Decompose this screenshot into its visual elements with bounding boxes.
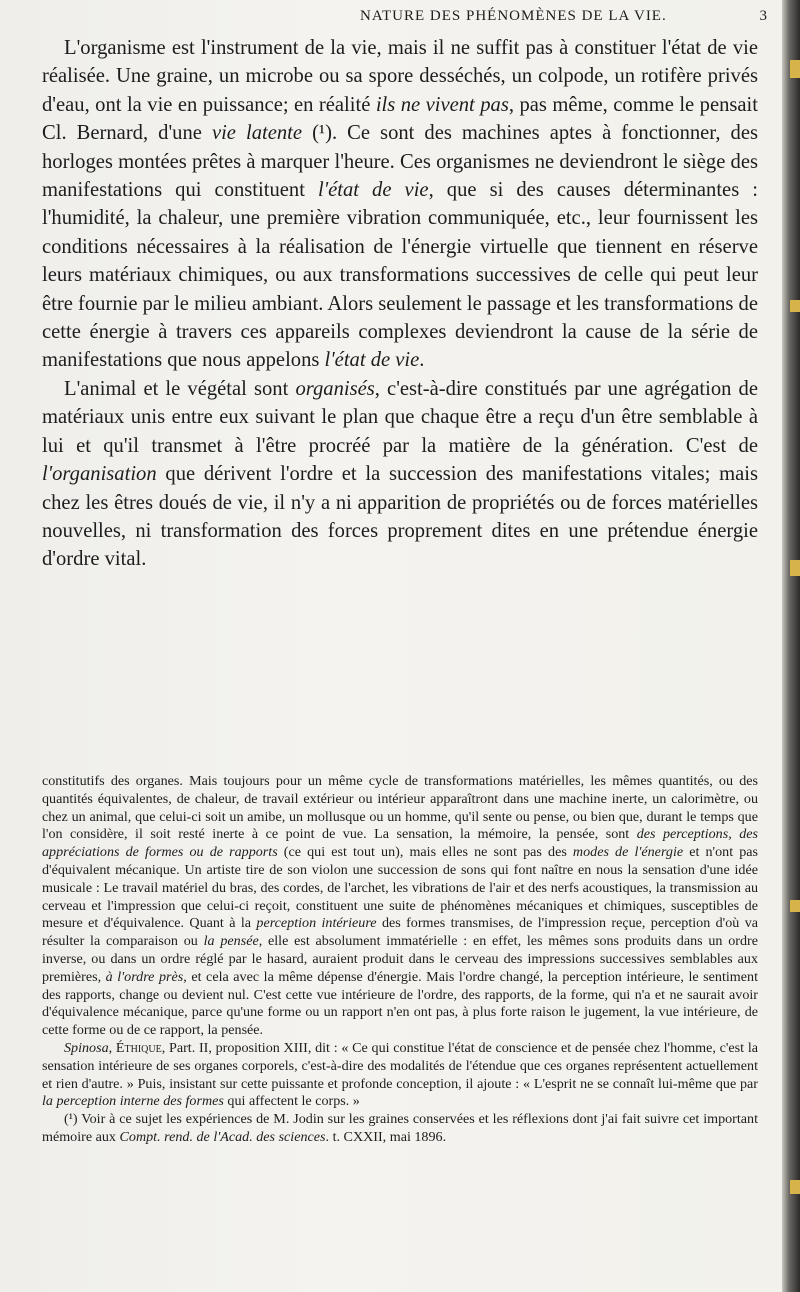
text-run: , <box>108 1039 116 1056</box>
italic-run: l'état de vie <box>317 179 429 202</box>
italic-run: à l'ordre près <box>105 968 184 985</box>
italic-run: Spinosa <box>64 1039 109 1056</box>
italic-run: perception intérieure <box>256 915 377 932</box>
footnote-continuation <box>42 773 758 1040</box>
text-run: (¹). Ce sont des machines aptes à fonctionner, des horloges montées prêtes à marquer l'heure. Ces organismes ne deviendront le siège des manifestations qui constituent <box>42 122 758 202</box>
footnote-spinosa <box>42 1040 758 1111</box>
text-run: (ce qui est tout un), mais elles ne sont pas des <box>277 844 573 861</box>
text-run: (¹) Voir à ce sujet les expériences de M. Jodin sur les graines conservées et les réflexions dont j'ai fait suivre cet important mémoire aux <box>42 1111 758 1145</box>
text-run: L'organisme est l'instrument de la vie, mais il ne suffit pas à constituer l'état de vie réalisée. Une graine, un microbe ou sa spore desséchés, un colpode, un rotifère privés d'eau, ont la vie en puissance; en réalité <box>42 37 758 116</box>
italic-run: Compt. rend. de l'Acad. des sciences <box>119 1128 326 1145</box>
text-run: , c'est-à-dire constitués par une agrégation de matériaux unis entre eux suivant le plan que chaque être a reçu d'un être semblable à lui et qu'il transmet à l'être procréé par la matière de la génération. C'est de <box>42 377 758 457</box>
italic-run: ils ne vivent pas <box>375 93 509 116</box>
text-run: , Part. II, proposition XIII, dit : « Ce qui constitue l'état de conscience et de pensée chez l'homme, c'est la sensation intérieure de ses organes corporels, c'est-à-dire des modalités de l'étendue que ces organes représentent actuellement et rien d'autre. » Puis, insistant sur cette puissante et profonde conception, il ajoute : « L'esprit ne se connaît lui-même que par <box>42 1039 758 1092</box>
page-number: 3 <box>759 8 768 24</box>
text-run: et n'ont pas d'équivalent mécanique. Un artiste tire de son violon une succession de sons qui font naître en nous la sensation d'une idée musicale : Le travail matériel du bras, des cordes, de l'archet, les vibrations de l'air et des nerfs acoustiques, la transmission au cerveau et l'impression que celui-ci reçoit, constituent une suite de phénomènes mécaniques et chimiques, susceptibles de mesure et d'équivalence. Quant à la <box>42 844 759 932</box>
italic-run: la pensée <box>203 933 259 950</box>
page-header <box>360 8 768 30</box>
text-run: . t. CXXII, mai 1896. <box>325 1128 447 1145</box>
text-run: que dérivent l'ordre et la succession des manifestations vitales; mais chez les êtres doués de vie, il n'y a ni apparition de propriétés ou de forces matérielles nouvelles, ni transformation des forces proprement dites en une prétendue énergie d'ordre vital. <box>42 463 758 571</box>
footnote-1 <box>42 1111 758 1147</box>
text-run: , elle est absolument immatérielle : en effet, les mêmes sons produits dans un ordre inverse, ou dans un ordre réglé par le hasard, auraient produit dans le cerveau des impressions successives semblables aux premières, <box>42 933 758 985</box>
italic-run: la perception interne des formes <box>42 1093 224 1110</box>
italic-run: l'état de vie <box>324 349 420 372</box>
text-run: . <box>419 349 425 372</box>
text-run: , pas même, comme le pensait Cl. Bernard, d'une <box>42 93 758 145</box>
text-run: qui affectent le corps. » <box>223 1093 360 1110</box>
footnotes <box>42 773 758 1147</box>
text-run: constitutifs des organes. Mais toujours pour un même cycle de transformations matérielles, les mêmes quantités, ou des quantités équivalentes, de chaleur, de travail extérieur ou intérieur apparaîtront dans une machine inerte, un calorimètre, ou chez un animal, que celui-ci soit un amibe, un mollusque ou un homme, qu'il sente ou pense, ou bien que, durant le temps que l'on considère, il soit resté inerte à ce point de vue. La sensation, la mémoire, la pensée, sont <box>42 773 758 843</box>
text-run: , et cela avec la même dépense d'énergie. Mais l'ordre changé, la perception intérieure, le sentiment des rapports, change ou devient nul. C'est cette vue intérieure de l'ordre, des rapports, de la forme, qui n'a et ne saurait avoir d'équivalence mécanique, parce qu'une forme ou un rapport n'en ont pas, à plus forte raison le jugement, la vue intérieure, de cette forme ou de ce rapport, la pensée. <box>42 968 758 1039</box>
italic-run: organisés <box>295 377 375 400</box>
paragraph-1 <box>42 34 758 375</box>
italic-run: modes de l'énergie <box>572 844 684 861</box>
italic-run: des perceptions, des appréciations de formes ou de rapports <box>42 826 758 861</box>
italic-run: vie latente <box>211 122 303 145</box>
text-run: des formes transmises, de l'impression reçue, perception d'où va résulter la comparaison ou <box>42 915 758 950</box>
text-run: , que si des causes déterminantes : l'humidité, la chaleur, une première vibration communiquée, etc., leur fournissent les conditions nécessaires à la réalisation de l'énergie virtuelle que tiennent en réserve leurs matériaux chimiques, ou aux transformations successives de celle qui peut leur être fournie par le milieu ambiant. Alors seulement le passage et les transformations de cette énergie à travers ces appareils complexes deviendront la cause de la série de manifestations que nous appelons <box>42 179 758 372</box>
italic-run: l'organisation <box>42 463 157 486</box>
small-caps-run: Éthique <box>115 1039 162 1056</box>
paragraph-2 <box>42 375 758 574</box>
page-edge-shadow <box>782 0 800 1292</box>
text-run: L'animal et le végétal sont <box>64 377 296 400</box>
main-text <box>42 34 758 574</box>
running-head: NATURE DES PHÉNOMÈNES DE LA VIE. <box>360 8 667 24</box>
